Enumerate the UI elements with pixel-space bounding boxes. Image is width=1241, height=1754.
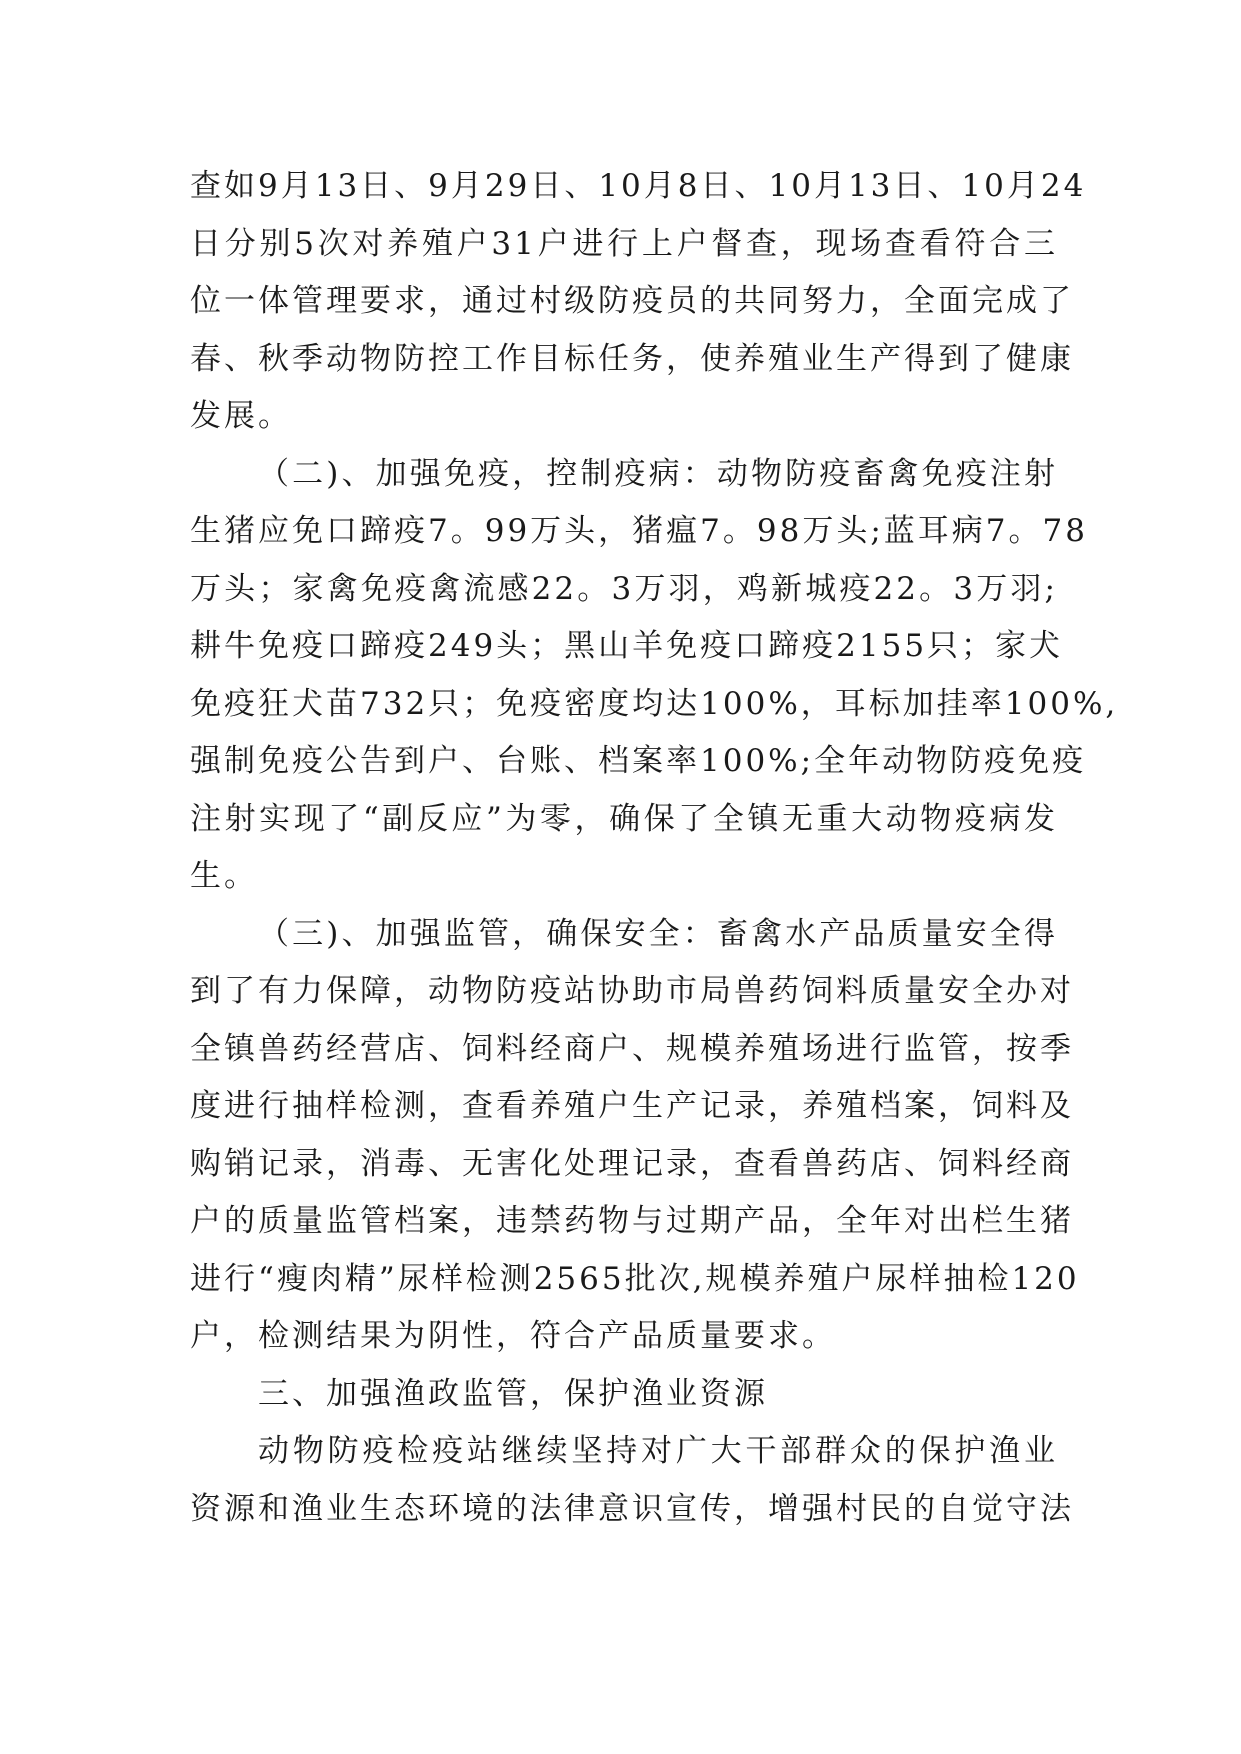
- text-line: 动物防疫检疫站继续坚持对广大干部群众的保护渔业: [258, 1433, 1058, 1469]
- text-line: 日分别5次对养殖户31户进行上户督查，现场查看符合三: [190, 225, 1058, 262]
- text-line: 到了有力保障，动物防疫站协助市局兽药饲料质量安全办对: [190, 973, 1074, 1009]
- text-line: 生猪应免口蹄疫7。99万头，猪瘟7。98万头;蓝耳病7。78: [190, 513, 1088, 549]
- text-line: 万头；家禽免疫禽流感22。3万羽，鸡新城疫22。3万羽;: [190, 570, 1058, 607]
- section-title-line: 三、加强渔政监管，保护渔业资源: [258, 1375, 768, 1412]
- text-line: 强制免疫公告到户、台账、档案率100%;全年动物防疫免疫: [190, 743, 1087, 779]
- text-line: 查如9月13日、9月29日、10月8日、10月13日、10月24: [190, 168, 1087, 204]
- document-body: [190, 158, 1119, 1538]
- text-line: 耕牛免疫口蹄疫249头；黑山羊免疫口蹄疫2155只；家犬: [190, 628, 1064, 664]
- text-line: 度进行抽样检测，查看养殖户生产记录，养殖档案，饲料及: [190, 1088, 1074, 1124]
- text-line: 资源和渔业生态环境的法律意识宣传，增强村民的自觉守法: [190, 1490, 1074, 1527]
- text-line: 全镇兽药经营店、饲料经商户、规模养殖场进行监管，按季: [190, 1030, 1074, 1067]
- section-heading-line: （二)、加强免疫，控制疫病：动物防疫畜禽免疫注射: [258, 455, 1058, 492]
- text-line: 春、秋季动物防控工作目标任务，使养殖业生产得到了健康: [190, 340, 1074, 377]
- text-line: 户的质量监管档案，违禁药物与过期产品，全年对出栏生猪: [190, 1203, 1074, 1239]
- text-line: 位一体管理要求，通过村级防疫员的共同努力，全面完成了: [190, 283, 1074, 319]
- text-line: 生。: [190, 858, 258, 894]
- text-line: 发展。: [190, 398, 292, 434]
- text-line: 免疫狂犬苗732只；免疫密度均达100%，耳标加挂率100%,: [190, 685, 1119, 722]
- section-heading-line: （三)、加强监管，确保安全：畜禽水产品质量安全得: [258, 915, 1058, 952]
- text-line: 进行“瘦肉精”尿样检测2565批次,规模养殖户尿样抽检120: [190, 1260, 1080, 1297]
- text-line: 户，检测结果为阴性，符合产品质量要求。: [190, 1318, 836, 1354]
- text-line: 购销记录，消毒、无害化处理记录，查看兽药店、饲料经商: [190, 1145, 1074, 1182]
- text-line: 注射实现了“副反应”为零，确保了全镇无重大动物疫病发: [190, 800, 1058, 837]
